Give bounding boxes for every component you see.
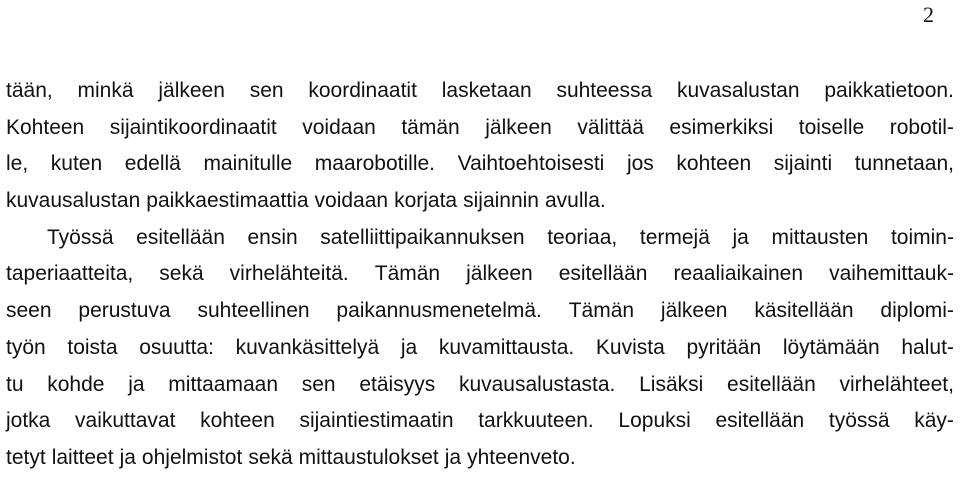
text-line: tu kohde ja mittaamaan sen etäisyys kuvausalustasta. Lisäksi esitellään virhelähteet,	[6, 372, 954, 396]
text-line: tään, minkä jälkeen sen koordinaatit lasketaan suhteessa kuvasalustan paikkatietoon.	[6, 79, 954, 102]
text-line: Kohteen sijaintikoordinaatit voidaan tämän jälkeen välittää esimerkiksi toiselle robotil-	[6, 115, 954, 139]
text-line: taperiaatteita, sekä virhelähteitä. Tämän jälkeen esitellään reaaliaikainen vaihemittauk-	[6, 262, 954, 286]
text-line: työn toista osuutta: kuvankäsittelyä ja kuvamittausta. Kuvista pyritään löytämään halut-	[6, 335, 954, 359]
text-line: jotka vaikuttavat kohteen sijaintiestimaatin tarkkuuteen. Lopuksi esitellään työssä käy-	[6, 409, 954, 433]
text-line: tetyt laitteet ja ohjelmistot sekä mittaustulokset ja yhteenveto.	[6, 445, 576, 469]
page-number: 2	[923, 2, 934, 27]
text-line: le, kuten edellä mainitulle maarobotille. Vaihtoehtoisesti jos kohteen sijainti tunnetaan,	[6, 152, 954, 176]
text-line: kuvausalustan paikkaestimaattia voidaan korjata sijainnin avulla.	[6, 189, 606, 213]
text-line: seen perustuva suhteellinen paikannusmenetelmä. Tämän jälkeen käsitellään diplomi-	[6, 299, 954, 323]
body-text	[6, 73, 954, 477]
text-line: Työssä esitellään ensin satelliittipaikannuksen teoriaa, termejä ja mittausten toimin-	[47, 225, 954, 249]
